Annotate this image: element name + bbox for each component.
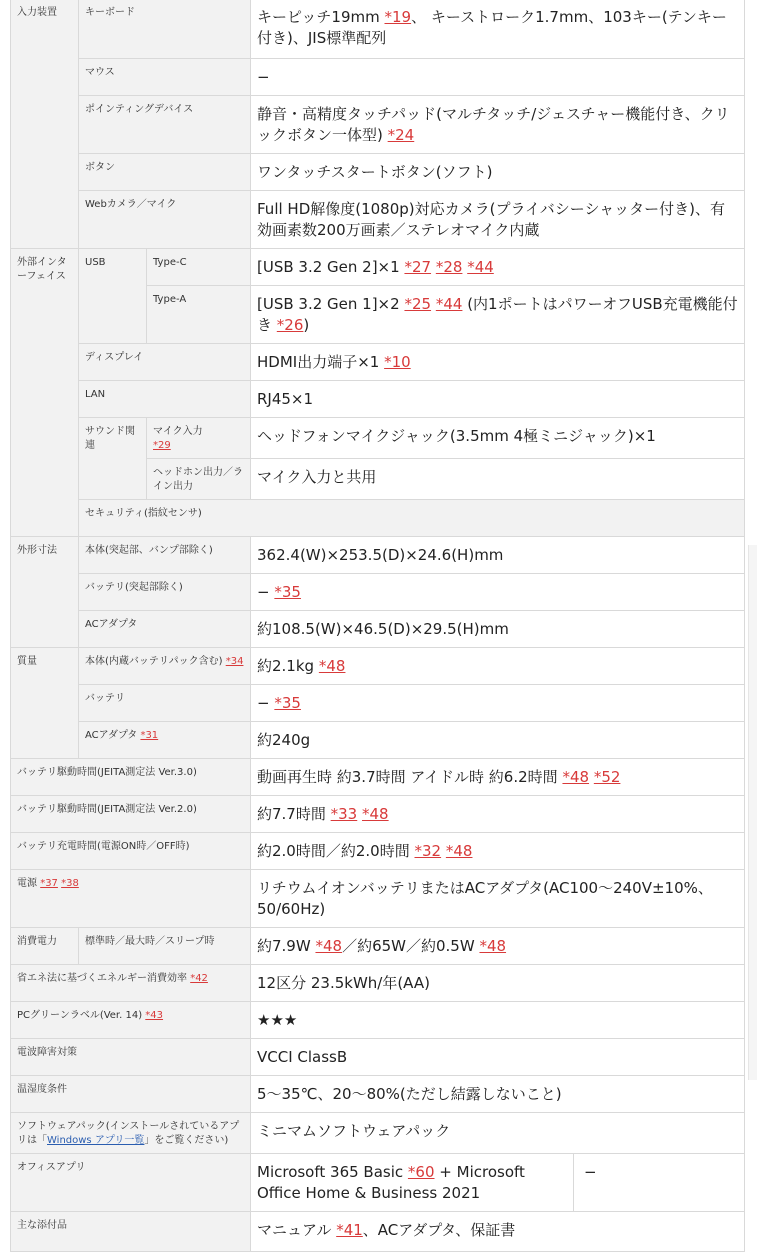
- footnote-19[interactable]: *19: [384, 8, 412, 26]
- value-body-mass: 約2.1kg *48: [251, 648, 745, 685]
- footnote-37[interactable]: *37: [40, 878, 58, 889]
- label-body-dimensions: 本体(突起部、バンプ部除く): [79, 537, 251, 574]
- windows-apps-link[interactable]: Windows アプリ一覧: [47, 1135, 145, 1146]
- value-button: ワンタッチスタートボタン(ソフト): [251, 154, 745, 191]
- group-external-interface: 外部インターフェイス: [11, 249, 79, 537]
- value-accessories: マニュアル *41、ACアダプタ、保証書: [251, 1212, 745, 1252]
- value-ac-mass: 約240g: [251, 722, 745, 759]
- label-security: セキュリティ(指紋センサ): [79, 500, 745, 537]
- label-sound: サウンド関連: [79, 418, 147, 500]
- label-ac-dimensions: ACアダプタ: [79, 611, 251, 648]
- label-software-pack: ソフトウェアパック(インストールされているアプリは「Windows アプリ一覧」をご覧ください): [11, 1113, 251, 1154]
- footnote-41[interactable]: *41: [336, 1221, 363, 1239]
- label-emi: 電波障害対策: [11, 1039, 251, 1076]
- label-button: ボタン: [79, 154, 251, 191]
- footnote-27[interactable]: *27: [404, 258, 432, 276]
- footnote-35b[interactable]: *35: [274, 694, 301, 712]
- footnote-33[interactable]: *33: [330, 805, 358, 823]
- value-temperature: 5〜35℃、20〜80%(ただし結露しないこと): [251, 1076, 745, 1113]
- footnote-42[interactable]: *42: [190, 973, 208, 984]
- label-battery-jeita20: バッテリ駆動時間(JEITA測定法 Ver.2.0): [11, 796, 251, 833]
- footnote-25[interactable]: *25: [404, 295, 432, 313]
- value-lan: RJ45×1: [251, 381, 745, 418]
- value-ac-dimensions: 約108.5(W)×46.5(D)×29.5(H)mm: [251, 611, 745, 648]
- label-display: ディスプレイ: [79, 344, 251, 381]
- value-battery-jeita30: 動画再生時 約3.7時間 アイドル時 約6.2時間 *48 *52: [251, 759, 745, 796]
- label-ac-mass: ACアダプタ *31: [79, 722, 251, 759]
- value-pointing-device: 静音・高精度タッチパッド(マルチタッチ/ジェスチャー機能付き、クリックボタン一体型) *24: [251, 96, 745, 154]
- value-type-a: [USB 3.2 Gen 1]×2 *25 *44 (内1ポートはパワーオフUSB充電機能付き *26): [251, 286, 745, 344]
- value-battery-jeita20: 約7.7時間 *33 *48: [251, 796, 745, 833]
- value-battery-mass: − *35: [251, 685, 745, 722]
- value-mic-input: ヘッドフォンマイクジャック(3.5mm 4極ミニジャック)×1: [251, 418, 745, 459]
- footnote-38[interactable]: *38: [61, 878, 79, 889]
- group-dimensions: 外形寸法: [11, 537, 79, 648]
- value-battery-dimensions: − *35: [251, 574, 745, 611]
- footnote-52[interactable]: *52: [593, 768, 621, 786]
- value-office-app: Microsoft 365 Basic *60 + Microsoft Office Home & Business 2021 −: [251, 1154, 745, 1212]
- value-webcam: Full HD解像度(1080p)対応カメラ(プライバシーシャッター付き)、有効画素数200万画素／ステレオマイク内蔵: [251, 191, 745, 249]
- label-consumption: 消費電力: [11, 928, 79, 965]
- footnote-10[interactable]: *10: [384, 353, 411, 371]
- value-energy-efficiency: 12区分 23.5kWh/年(AA): [251, 965, 745, 1002]
- label-headphone-output: ヘッドホン出力／ライン出力: [147, 459, 251, 500]
- label-mouse: マウス: [79, 59, 251, 96]
- value-software-pack: ミニマムソフトウェアパック: [251, 1113, 745, 1154]
- value-body-dimensions: 362.4(W)×253.5(D)×24.6(H)mm: [251, 537, 745, 574]
- footnote-48c[interactable]: *48: [362, 805, 389, 823]
- footnote-44[interactable]: *44: [467, 258, 494, 276]
- value-green-label: ★★★: [251, 1002, 745, 1039]
- spec-table: [10, 0, 745, 1252]
- footnote-43[interactable]: *43: [145, 1010, 164, 1021]
- scrollbar-track[interactable]: [748, 545, 757, 1080]
- value-keyboard: キーピッチ19mm *19、 キーストローク1.7mm、103キー(テンキー付き)、JIS標準配列: [251, 0, 745, 59]
- footnote-28[interactable]: *28: [435, 258, 463, 276]
- label-webcam: Webカメラ／マイク: [79, 191, 251, 249]
- label-accessories: 主な添付品: [11, 1212, 251, 1252]
- label-consumption-sub: 標準時／最大時／スリープ時: [79, 928, 251, 965]
- label-body-mass: 本体(内蔵バッテリパック含む) *34: [79, 648, 251, 685]
- label-pointing-device: ポインティングデバイス: [79, 96, 251, 154]
- label-mic-input: マイク入力 *29: [147, 418, 251, 459]
- value-headphone-output: マイク入力と共用: [251, 459, 745, 500]
- label-battery-jeita30: バッテリ駆動時間(JEITA測定法 Ver.3.0): [11, 759, 251, 796]
- label-office-app: オフィスアプリ: [11, 1154, 251, 1212]
- footnote-35[interactable]: *35: [274, 583, 301, 601]
- label-charge-time: バッテリ充電時間(電源ON時／OFF時): [11, 833, 251, 870]
- label-type-a: Type-A: [147, 286, 251, 344]
- footnote-29[interactable]: *29: [153, 440, 171, 451]
- footnote-48b[interactable]: *48: [562, 768, 590, 786]
- footnote-48[interactable]: *48: [318, 657, 346, 675]
- footnote-32[interactable]: *32: [414, 842, 442, 860]
- label-battery-dimensions: バッテリ(突起部除く): [79, 574, 251, 611]
- footnote-24[interactable]: *24: [387, 126, 415, 144]
- group-mass: 質量: [11, 648, 79, 759]
- value-display: HDMI出力端子×1 *10: [251, 344, 745, 381]
- label-usb: USB: [79, 249, 147, 344]
- value-charge-time: 約2.0時間／約2.0時間 *32 *48: [251, 833, 745, 870]
- label-battery-mass: バッテリ: [79, 685, 251, 722]
- footnote-34[interactable]: *34: [225, 656, 244, 667]
- office-dash: −: [573, 1154, 744, 1211]
- footnote-48d[interactable]: *48: [445, 842, 473, 860]
- value-emi: VCCI ClassB: [251, 1039, 745, 1076]
- label-temperature: 温湿度条件: [11, 1076, 251, 1113]
- label-type-c: Type-C: [147, 249, 251, 286]
- label-keyboard: キーボード: [79, 0, 251, 59]
- footnote-48e[interactable]: *48: [315, 937, 343, 955]
- footnote-60[interactable]: *60: [407, 1163, 435, 1181]
- group-input-device: 入力装置: [11, 0, 79, 249]
- label-power: 電源 *37 *38: [11, 870, 251, 928]
- footnote-44b[interactable]: *44: [435, 295, 463, 313]
- label-energy-efficiency: 省エネ法に基づくエネルギー消費効率 *42: [11, 965, 251, 1002]
- label-lan: LAN: [79, 381, 251, 418]
- value-power: リチウムイオンバッテリまたはACアダプタ(AC100〜240V±10%、50/60Hz): [251, 870, 745, 928]
- value-mouse: −: [251, 59, 745, 96]
- footnote-26[interactable]: *26: [276, 316, 304, 334]
- value-type-c: [USB 3.2 Gen 2]×1 *27 *28 *44: [251, 249, 745, 286]
- value-consumption: 約7.9W *48／約65W／約0.5W *48: [251, 928, 745, 965]
- label-green-label: PCグリーンラベル(Ver. 14) *43: [11, 1002, 251, 1039]
- footnote-48f[interactable]: *48: [479, 937, 507, 955]
- footnote-31[interactable]: *31: [140, 730, 159, 741]
